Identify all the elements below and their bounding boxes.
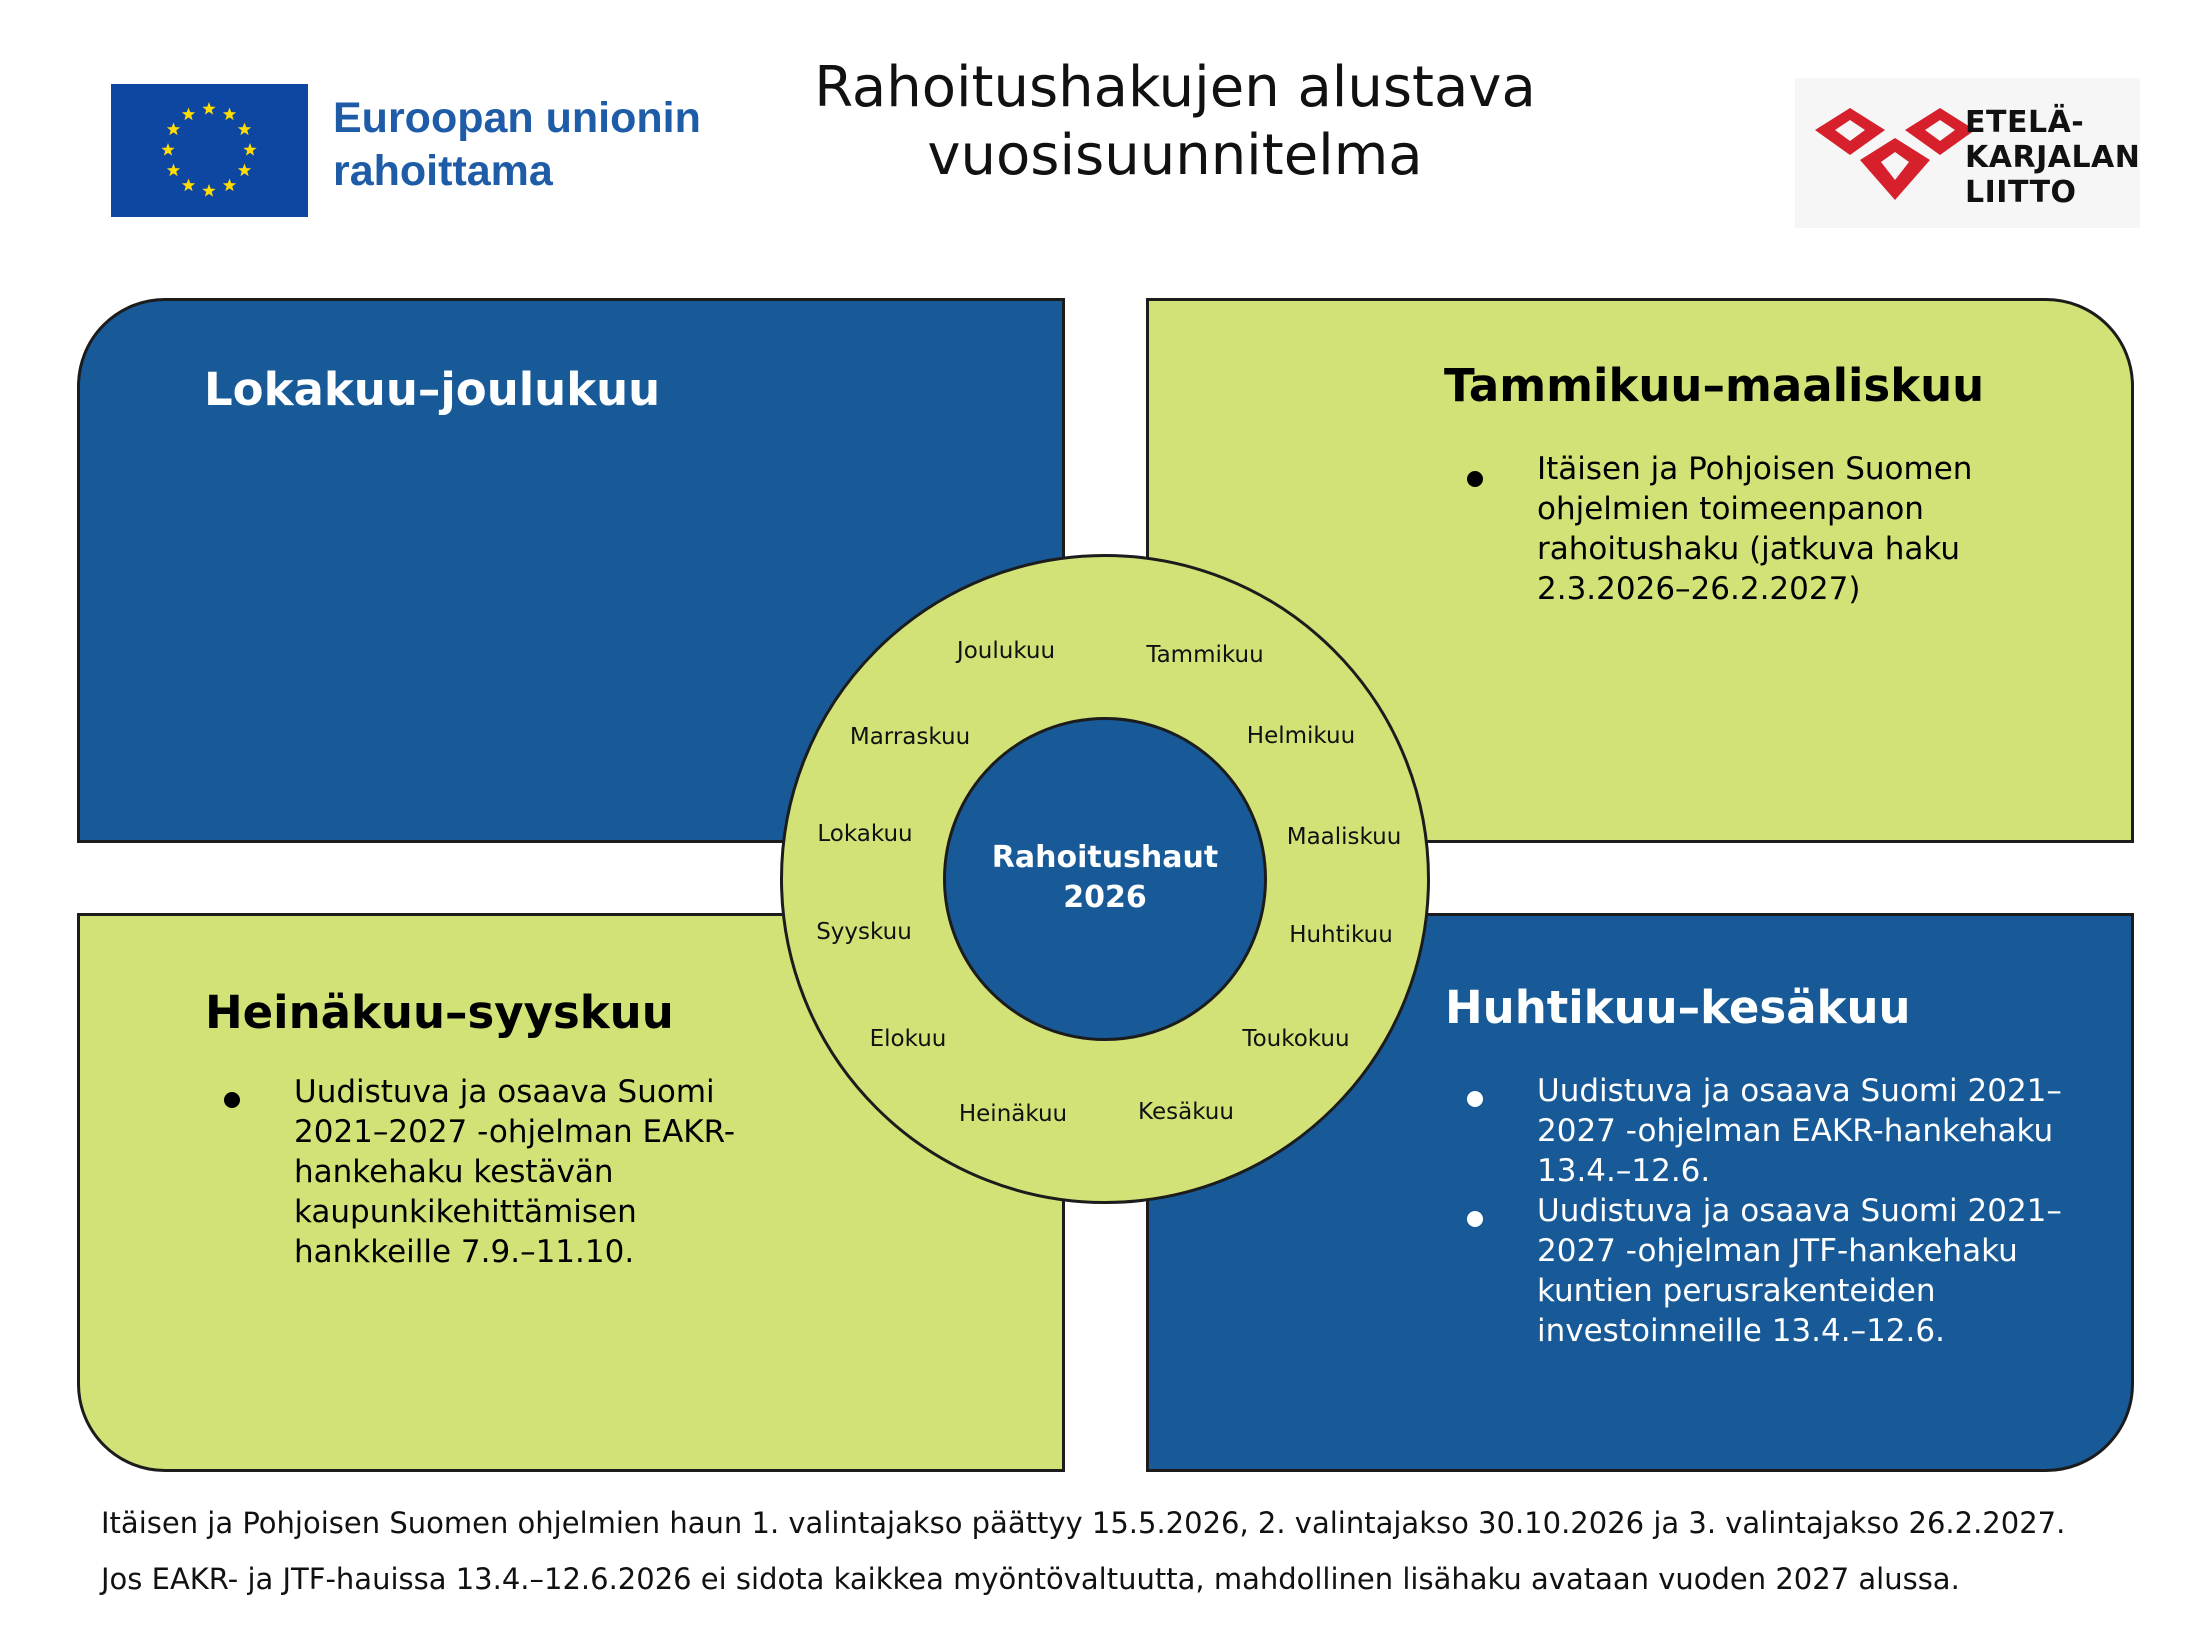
eu-star-icon xyxy=(182,107,195,120)
funding-call-item xyxy=(1467,449,2107,609)
wheel-center-line1: Rahoitushaut xyxy=(991,840,1219,875)
month-label-oct: Lokakuu xyxy=(817,821,913,847)
bullet-icon xyxy=(1467,1091,1483,1107)
funding-call-item xyxy=(1467,1071,2107,1191)
month-label-jun: Kesäkuu xyxy=(1138,1099,1234,1125)
month-label-sep: Syyskuu xyxy=(816,919,912,945)
funding-call-list xyxy=(224,1072,784,1272)
quadrant-title: Heinäkuu–syyskuu xyxy=(205,986,674,1039)
page-title-line1: Rahoitushakujen alustava xyxy=(814,55,1536,120)
month-label-mar: Maaliskuu xyxy=(1286,824,1402,850)
eu-star-icon xyxy=(202,184,215,197)
quadrant-title: Lokakuu–joulukuu xyxy=(204,363,661,416)
month-label-apr: Huhtikuu xyxy=(1289,922,1393,948)
month-label-feb: Helmikuu xyxy=(1246,723,1356,749)
eu-stars-icon xyxy=(111,84,308,217)
bullet-icon xyxy=(1467,471,1483,487)
eu-star-icon xyxy=(238,164,251,177)
eu-star-icon xyxy=(161,143,174,156)
eu-star-icon xyxy=(223,107,236,120)
eu-star-icon xyxy=(167,123,180,136)
eu-funding-label xyxy=(333,92,701,198)
wheel-center-line2: 2026 xyxy=(1063,880,1147,915)
quadrant-title: Tammikuu–maaliskuu xyxy=(1444,359,1985,412)
funding-call-list xyxy=(1467,1071,2107,1351)
month-label-nov: Marraskuu xyxy=(849,724,971,750)
eu-star-icon xyxy=(182,179,195,192)
funding-call-item xyxy=(1467,1191,2107,1351)
logo-line2: KARJALAN xyxy=(1965,140,2141,175)
month-label-jul: Heinäkuu xyxy=(958,1101,1068,1127)
month-label-dec: Joulukuu xyxy=(956,638,1056,664)
funding-call-text: Uudistuva ja osaava Suomi 2021–2027 -ohjelman EAKR-hankehaku 13.4.–12.6. xyxy=(1537,1073,2062,1189)
eu-star-icon xyxy=(202,102,215,115)
wheel-center-label xyxy=(943,838,1267,918)
month-label-aug: Elokuu xyxy=(869,1026,947,1052)
funding-call-text: Itäisen ja Pohjoisen Suomen ohjelmien toimeenpanon rahoitushaku (jatkuva haku 2.3.2026–26.2.2027) xyxy=(1537,451,1973,607)
funding-call-item xyxy=(224,1072,784,1272)
logo-wordmark xyxy=(1965,105,2140,210)
bullet-icon xyxy=(224,1092,240,1108)
eu-label-line1: Euroopan unionin xyxy=(333,94,701,142)
eu-star-icon xyxy=(223,179,236,192)
eu-star-icon xyxy=(243,143,256,156)
logo-line1: ETELÄ- xyxy=(1965,105,2085,140)
page-title xyxy=(740,54,1610,190)
funding-call-list xyxy=(1467,449,2107,609)
footer-notes xyxy=(101,1495,2065,1607)
footer-note-1: Itäisen ja Pohjoisen Suomen ohjelmien haun 1. valintajakso päättyy 15.5.2026, 2. valintajakso 30.10.2026 ja 3. valintajakso 26.2.2027. xyxy=(101,1506,2066,1540)
funding-call-text: Uudistuva ja osaava Suomi 2021–2027 -ohjelman EAKR-hankehaku kestävän kaupunkikehittämisen hankkeille 7.9.–11.10. xyxy=(294,1074,736,1270)
eu-star-icon xyxy=(238,123,251,136)
footer-note-2: Jos EAKR- ja JTF-hauissa 13.4.–12.6.2026 ei sidota kaikkea myöntövaltuutta, mahdollinen lisähaku avataan vuoden 2027 alussa. xyxy=(101,1562,1960,1596)
etela-karjalan-liitto-logo xyxy=(1795,78,2140,228)
month-label-jan: Tammikuu xyxy=(1146,642,1264,668)
page-title-line2: vuosisuunnitelma xyxy=(927,123,1423,188)
bullet-icon xyxy=(1467,1211,1483,1227)
quadrant-title: Huhtikuu–kesäkuu xyxy=(1445,981,1911,1034)
funding-call-text: Uudistuva ja osaava Suomi 2021–2027 -ohjelman JTF-hankehaku kuntien perusrakenteiden investoinneille 13.4.–12.6. xyxy=(1537,1193,2062,1349)
eu-label-line2: rahoittama xyxy=(333,147,553,195)
month-label-may: Toukokuu xyxy=(1242,1026,1350,1052)
eu-star-icon xyxy=(167,164,180,177)
eu-flag-logo xyxy=(111,84,308,217)
logo-line3: LIITTO xyxy=(1965,175,2077,210)
